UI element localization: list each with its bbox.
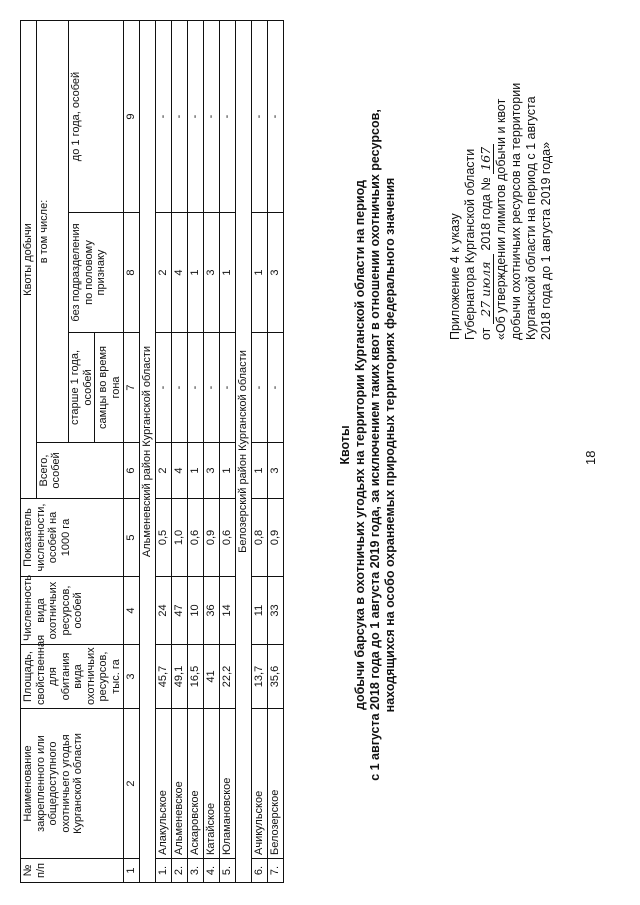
column-index-cell: 9: [124, 21, 140, 213]
males-quota-cell: -: [268, 333, 284, 443]
header-population: Численность вида охотничьих ресурсов, особей: [21, 577, 124, 645]
header-older: старше 1 года, особей: [69, 333, 95, 442]
no-sex-quota-cell: 3: [268, 213, 284, 333]
density-cell: 0,5: [156, 499, 172, 577]
young-quota-cell: -: [188, 21, 204, 213]
appendix-line-1: Приложение 4 к указу: [448, 213, 462, 340]
young-quota-cell: -: [268, 21, 284, 213]
heading-line-3: с 1 августа 2018 года до 1 августа 2019 года, за исключением таких квот в отношении охотничьих ресурсов,: [368, 109, 382, 781]
no-sex-quota-cell: 3: [204, 213, 220, 333]
hunting-ground-name-cell: Юламановское: [220, 709, 236, 859]
quota-table-body: [124, 21, 284, 883]
population-cell: 47: [172, 577, 188, 645]
young-quota-cell: -: [172, 21, 188, 213]
row-number-cell: 5.: [220, 859, 236, 883]
density-cell: 0,9: [268, 499, 284, 577]
total-quota-cell: 1: [220, 443, 236, 499]
column-index-cell: 5: [124, 499, 140, 577]
density-cell: 1,0: [172, 499, 188, 577]
density-cell: 0,6: [220, 499, 236, 577]
area-cell: 49,1: [172, 645, 188, 709]
heading-line-2: добычи барсука в охотничьих угодьях на территории Курганской области на период: [353, 180, 367, 710]
header-quotas: Квоты добычи: [21, 21, 37, 499]
table-row: [220, 21, 236, 883]
population-cell: 11: [252, 577, 268, 645]
males-quota-cell: -: [204, 333, 220, 443]
young-quota-cell: -: [252, 21, 268, 213]
header-males: [69, 333, 124, 443]
hunting-ground-name-cell: Аскаровское: [188, 709, 204, 859]
header-name: Наименование закрепленного или общедоступного охотничьего угодья Курганской области: [21, 709, 124, 859]
table-row: [172, 21, 188, 883]
area-cell: 45,7: [156, 645, 172, 709]
handwritten-number: 167: [478, 144, 494, 174]
table-row: [188, 21, 204, 883]
heading-line-4: находящихся на особо охраняемых природных территориях федерального значения: [383, 177, 397, 713]
hunting-ground-name-cell: Альменевское: [172, 709, 188, 859]
appendix-line-4: «Об утверждении лимитов добычи и квот: [494, 98, 508, 340]
row-number-cell: 1.: [156, 859, 172, 883]
population-cell: 10: [188, 577, 204, 645]
total-quota-cell: 1: [188, 443, 204, 499]
header-density: Показатель численности, особей на 1000 га: [21, 499, 124, 577]
appendix-line-7: 2018 года до 1 августа 2019 года»: [539, 141, 553, 340]
quota-table: [20, 20, 284, 883]
density-cell: 0,8: [252, 499, 268, 577]
males-quota-cell: -: [252, 333, 268, 443]
young-quota-cell: -: [204, 21, 220, 213]
appendix-line-2: Губернатора Курганской области: [463, 148, 477, 340]
header-num: № п/п: [21, 859, 124, 883]
appendix-year-label: 2018 года №: [479, 177, 493, 251]
row-number-cell: 4.: [204, 859, 220, 883]
no-sex-quota-cell: 1: [220, 213, 236, 333]
column-index-cell: 7: [124, 333, 140, 443]
total-quota-cell: 2: [156, 443, 172, 499]
header-males-label: самцы во время гона: [97, 346, 122, 429]
young-quota-cell: -: [220, 21, 236, 213]
district-row: [236, 21, 252, 883]
column-index-cell: 8: [124, 213, 140, 333]
column-index-row: [124, 21, 140, 883]
population-cell: 14: [220, 577, 236, 645]
no-sex-quota-cell: 1: [188, 213, 204, 333]
column-index-cell: 1: [124, 859, 140, 883]
document-heading: [338, 105, 398, 785]
table-row: [268, 21, 284, 883]
row-number-cell: 7.: [268, 859, 284, 883]
heading-title: Квоты: [338, 425, 352, 465]
column-index-cell: 6: [124, 443, 140, 499]
district-name: Белозерский район Курганской области: [236, 21, 252, 883]
appendix-line-3: [478, 10, 494, 340]
header-including: в том числе:: [36, 21, 69, 443]
no-sex-quota-cell: 1: [252, 213, 268, 333]
area-cell: 13,7: [252, 645, 268, 709]
no-sex-quota-cell: 4: [172, 213, 188, 333]
population-cell: 24: [156, 577, 172, 645]
hunting-ground-name-cell: Ачикульское: [252, 709, 268, 859]
handwritten-date: 27 июля: [478, 254, 494, 324]
hunting-ground-name-cell: Катайское: [204, 709, 220, 859]
area-cell: 16,5: [188, 645, 204, 709]
district-row: [140, 21, 156, 883]
header-area: Площадь, свойственная для обитания вида охотничьих ресурсов, тыс. га: [21, 645, 124, 709]
total-quota-cell: 3: [268, 443, 284, 499]
population-cell: 36: [204, 577, 220, 645]
row-number-cell: 3.: [188, 859, 204, 883]
males-quota-cell: -: [220, 333, 236, 443]
males-quota-cell: -: [172, 333, 188, 443]
area-cell: 35,6: [268, 645, 284, 709]
males-quota-cell: -: [156, 333, 172, 443]
column-index-cell: 3: [124, 645, 140, 709]
appendix-line-6: Курганской области на период с 1 августа: [524, 96, 538, 340]
row-number-cell: 2.: [172, 859, 188, 883]
population-cell: 33: [268, 577, 284, 645]
no-sex-quota-cell: 2: [156, 213, 172, 333]
hunting-ground-name-cell: Алакульское: [156, 709, 172, 859]
table-row: [204, 21, 220, 883]
appendix-date-prefix: от: [479, 327, 493, 340]
appendix-note: [448, 10, 554, 340]
table-row: [156, 21, 172, 883]
density-cell: 0,9: [204, 499, 220, 577]
page-number: 18: [583, 450, 598, 465]
district-name: Альменевский район Курганской области: [140, 21, 156, 883]
total-quota-cell: 1: [252, 443, 268, 499]
appendix-line-5: добычи охотничьих ресурсов на территории: [509, 82, 523, 340]
males-quota-cell: -: [188, 333, 204, 443]
header-nosex: без подразделения по половому признаку: [69, 213, 124, 333]
header-total: Всего, особей: [36, 443, 124, 499]
total-quota-cell: 4: [172, 443, 188, 499]
young-quota-cell: -: [156, 21, 172, 213]
total-quota-cell: 3: [204, 443, 220, 499]
column-index-cell: 4: [124, 577, 140, 645]
header-young: до 1 года, особей: [69, 21, 124, 213]
table-row: [252, 21, 268, 883]
hunting-ground-name-cell: Белозерское: [268, 709, 284, 859]
density-cell: 0,6: [188, 499, 204, 577]
column-index-cell: 2: [124, 709, 140, 859]
area-cell: 22,2: [220, 645, 236, 709]
area-cell: 41: [204, 645, 220, 709]
row-number-cell: 6.: [252, 859, 268, 883]
